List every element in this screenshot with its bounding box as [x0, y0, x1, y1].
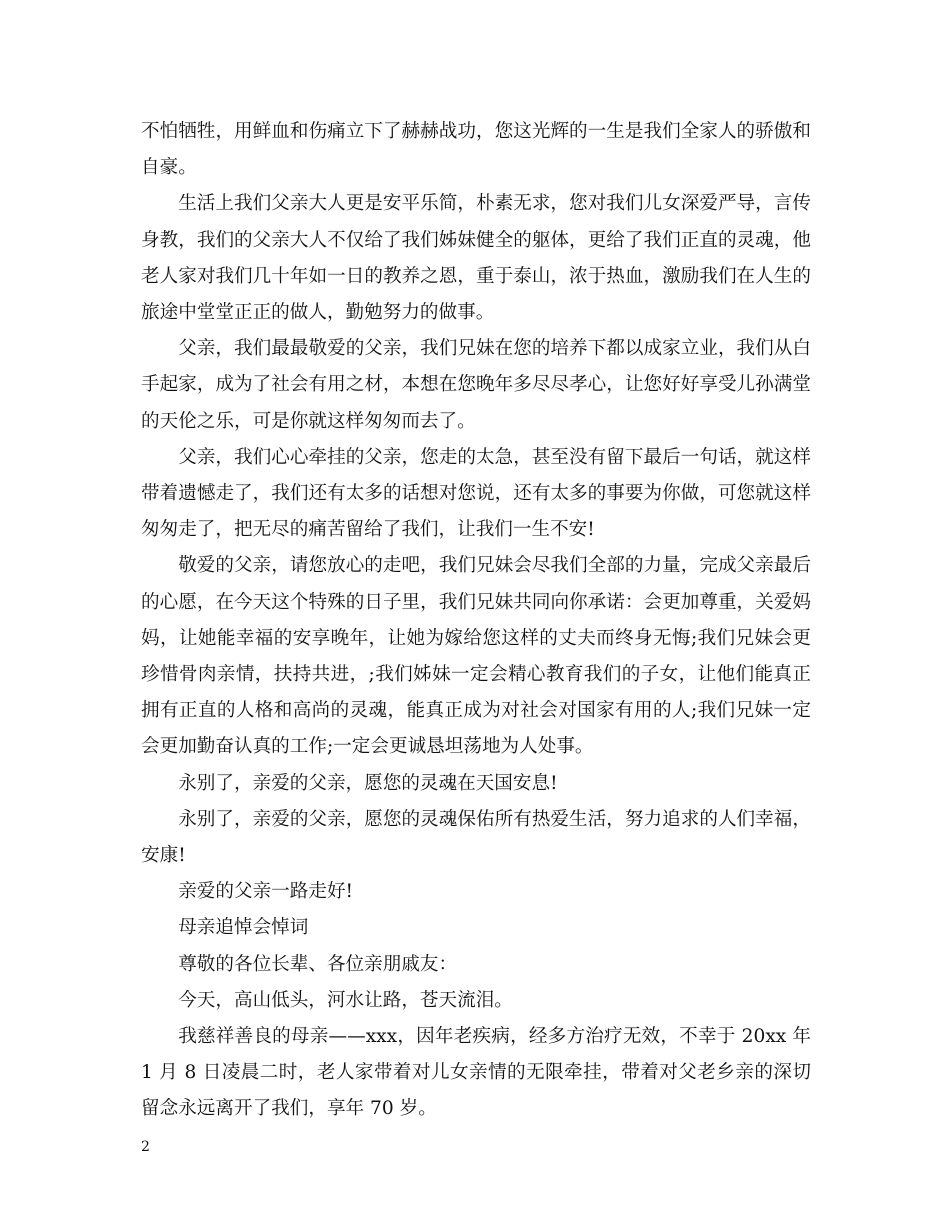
section-title: 母亲追悼会悼词: [178, 917, 309, 939]
paragraph-continued: 不怕牺牲，用鲜血和伤痛立下了赫赫战功，您这光辉的一生是我们全家人的骄傲和自豪。: [141, 121, 811, 179]
document-body: [141, 114, 811, 1128]
paragraph: 永别了，亲爱的父亲，愿您的灵魂在天国安息!: [178, 772, 558, 794]
paragraph: 敬爱的父亲，请您放心的走吧，我们兄妹会尽我们全部的力量，完成父亲最后的心愿，在今天这个特殊的日子里，我们兄妹共同向你承诺：会更加尊重，关爱妈妈，让她能幸福的安享晚年，让她为嫁给您这样的丈夫而终身无悔;我们兄妹会更珍惜骨肉亲情，扶持共进，;我们姊妹一定会精心教育我们的子女，让他们能真正拥有正直的人格和高尚的灵魂，能真正成为对社会对国家有用的人;我们兄妹一定会更加勤奋认真的工作;一定会更诚恳坦荡地为人处事。: [141, 555, 811, 758]
paragraph: 我慈祥善良的母亲——xxx，因年老疾病，经多方治疗无效，不幸于 20xx 年 1 月 8 日凌晨二时，老人家带着对儿女亲情的无限牵挂，带着对父老乡亲的深切留念永远离开了我们，享年 70 岁。: [141, 1026, 811, 1120]
paragraph: 父亲，我们心心牵挂的父亲，您走的太急，甚至没有留下最后一句话，就这样带着遗憾走了，我们还有太多的话想对您说，还有太多的事要为你做，可您就这样匆匆走了，把无尽的痛苦留给了我们，让我们一生不安!: [141, 446, 811, 541]
paragraph: 生活上我们父亲大人更是安平乐简，朴素无求，您对我们儿女深爱严导，言传身教，我们的父亲大人不仅给了我们姊妹健全的躯体，更给了我们正直的灵魂，他老人家对我们几十年如一日的教养之恩，重于泰山，浓于热血，激励我们在人生的旅途中堂堂正正的做人，勤勉努力的做事。: [141, 193, 811, 324]
paragraph: 父亲，我们最最敬爱的父亲，我们兄妹在您的培养下都以成家立业，我们从白手起家，成为了社会有用之材，本想在您晚年多尽尽孝心，让您好好享受儿孙满堂的天伦之乐，可是你就这样匆匆而去了。: [141, 338, 811, 432]
salutation: 尊敬的各位长辈、各位亲朋戚友：: [178, 953, 458, 975]
paragraph: 亲爱的父亲一路走好!: [178, 881, 354, 903]
paragraph: 永别了，亲爱的父亲，愿您的灵魂保佑所有热爱生活，努力追求的人们幸福，安康!: [141, 808, 811, 867]
page-number: 2: [141, 1139, 150, 1155]
paragraph: 今天，高山低头，河水让路，苍天流泪。: [178, 989, 513, 1011]
